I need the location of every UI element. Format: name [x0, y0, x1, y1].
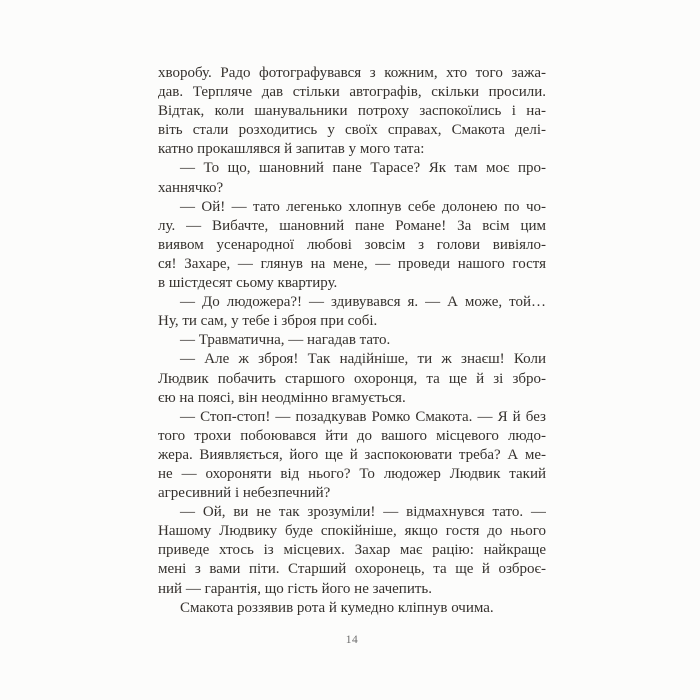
text-line: ханнячко? [158, 179, 224, 196]
text-line: — Ой, ви не так зрозуміли! — відмахнувся тато. — [180, 504, 546, 521]
text-line: — Але ж зброя! Так надійніше, ти ж знаєш! Коли [180, 351, 546, 368]
text-line: віть стали розходитись у своїх справах, Смакота делі- [158, 122, 546, 139]
text-line: ся! Захаре, — глянув на мене, — проведи нашого гостя [158, 255, 546, 272]
text-line: — Стоп-стоп! — позадкував Ромко Смакота. — Я й без [180, 408, 546, 425]
text-line: того трохи побоювався йти до вашого місцевого людо- [158, 427, 546, 444]
page-number: 14 [345, 634, 359, 646]
text-line: виявом усенародної любові зовсім з голови вивіяло- [158, 236, 546, 253]
text-line: в шістдесят сьому квартиру. [158, 275, 338, 292]
text-line: Людвик побачить старшого охоронця, та ще й зі збро- [158, 370, 546, 387]
text-line: Відтак, коли шанувальники потроху заспокоїлись і на- [158, 103, 546, 120]
text-line: Смакота роззявив рота й кумедно кліпнув очима. [180, 599, 494, 616]
text-line: мені з вами піти. Старший охоронець, та ще й озброє- [158, 561, 546, 578]
text-line: агресивний і небезпечний? [158, 485, 331, 502]
text-line: катно прокашлявся й запитав у мого тата: [158, 141, 425, 158]
text-line: — Ой! — тато легенько хлопнув себе долонею по чо- [180, 198, 546, 215]
text-line: приведе хтось із місцевих. Захар має рацію: найкраще [158, 542, 546, 559]
text-line: Нашому Людвику буде спокійніше, якщо гостя до нього [158, 523, 546, 540]
text-line: хворобу. Радо фотографувався з кожним, хто того зажа- [158, 65, 546, 81]
text-line: Ну, ти сам, у тебе і зброя при собі. [158, 313, 378, 330]
text-line: єю на поясі, він неодмінно вгамується. [158, 389, 406, 406]
text-line: жера. Виявляється, його ще й заспокоювати треба? А ме- [158, 446, 546, 463]
text-line: — До людожера?! — здивувався я. — А може, той… [180, 294, 546, 311]
text-line: дав. Терпляче дав стільки автографів, скільки просили. [158, 84, 546, 101]
text-line: не — охороняти від нього? То людожер Людвик такий [158, 465, 546, 482]
text-line: лу. — Вибачте, шановний пане Романе! За всім цим [158, 217, 546, 234]
text-line: — То що, шановний пане Тарасе? Як там моє про- [180, 160, 546, 177]
text-line: — Травматична, — нагадав тато. [180, 332, 391, 349]
text-line: ний — гарантія, що гість його не зачепить. [158, 580, 432, 597]
body-text [158, 64, 546, 618]
